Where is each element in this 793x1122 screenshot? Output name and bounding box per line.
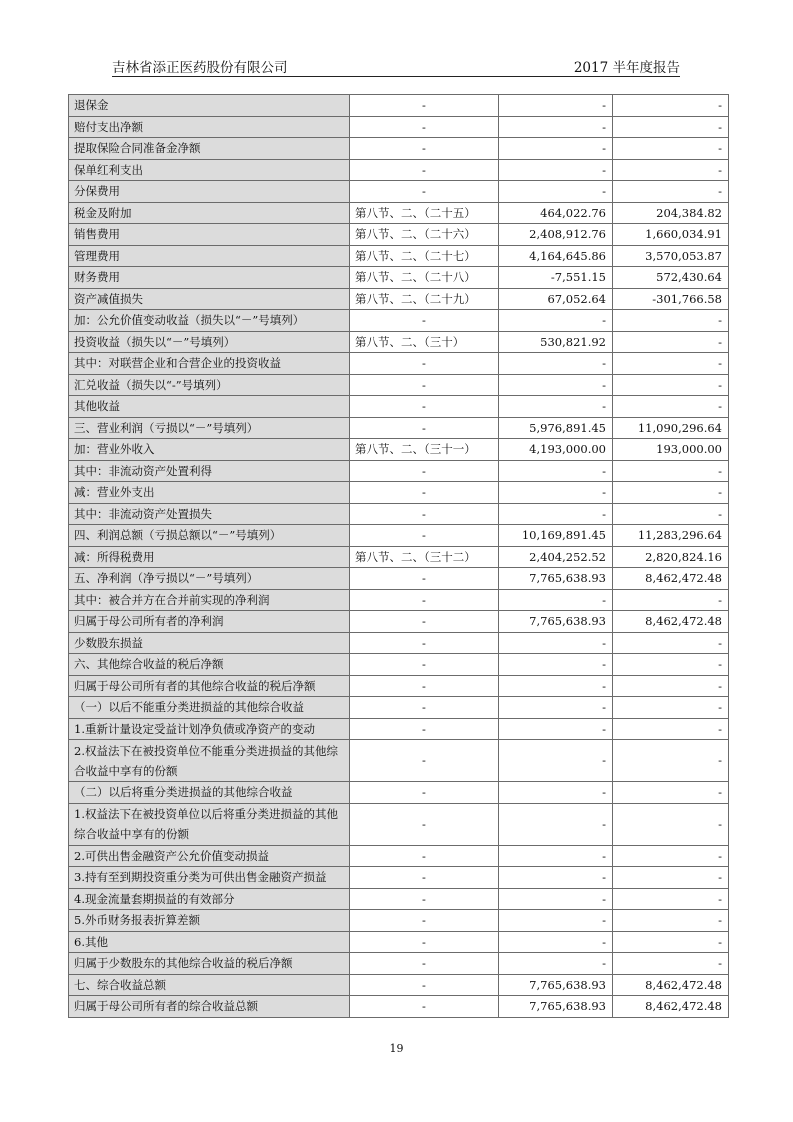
row-current-amount: -: [499, 159, 613, 181]
row-note-ref: -: [350, 888, 499, 910]
table-row: [69, 589, 729, 611]
row-item-label: 销售费用: [69, 224, 350, 246]
row-current-amount: 2,408,912.76: [499, 224, 613, 246]
row-item-label: 其中：对联营企业和合营企业的投资收益: [69, 353, 350, 375]
row-prior-amount: -: [613, 654, 729, 676]
row-prior-amount: -: [613, 116, 729, 138]
row-item-label: 退保金: [69, 95, 350, 117]
row-current-amount: 7,765,638.93: [499, 996, 613, 1018]
row-note-ref: -: [350, 953, 499, 975]
table-row: [69, 632, 729, 654]
row-note-ref: -: [350, 845, 499, 867]
row-item-label: 财务费用: [69, 267, 350, 289]
row-prior-amount: -: [613, 740, 729, 782]
table-row: [69, 546, 729, 568]
row-note-ref: -: [350, 697, 499, 719]
row-item-label: 1.重新计量设定受益计划净负债或净资产的变动: [69, 718, 350, 740]
row-item-label: 其中：被合并方在合并前实现的净利润: [69, 589, 350, 611]
row-prior-amount: 8,462,472.48: [613, 611, 729, 633]
row-item-label: 六、其他综合收益的税后净额: [69, 654, 350, 676]
row-prior-amount: -: [613, 95, 729, 117]
row-item-label: （一）以后不能重分类进损益的其他综合收益: [69, 697, 350, 719]
table-row: [69, 568, 729, 590]
row-prior-amount: 8,462,472.48: [613, 568, 729, 590]
row-current-amount: -: [499, 888, 613, 910]
row-prior-amount: 3,570,053.87: [613, 245, 729, 267]
row-current-amount: -: [499, 654, 613, 676]
row-note-ref: -: [350, 632, 499, 654]
row-note-ref: 第八节、二、（二十七）: [350, 245, 499, 267]
row-note-ref: -: [350, 611, 499, 633]
row-prior-amount: -: [613, 310, 729, 332]
table-row: [69, 353, 729, 375]
table-row: [69, 782, 729, 804]
table-row: [69, 675, 729, 697]
table-row: [69, 974, 729, 996]
row-prior-amount: 1,660,034.91: [613, 224, 729, 246]
row-note-ref: 第八节、二、（二十九）: [350, 288, 499, 310]
row-note-ref: -: [350, 782, 499, 804]
row-current-amount: 10,169,891.45: [499, 525, 613, 547]
row-item-label: 管理费用: [69, 245, 350, 267]
row-item-label: 其中：非流动资产处置利得: [69, 460, 350, 482]
row-note-ref: -: [350, 740, 499, 782]
row-item-label: 少数股东损益: [69, 632, 350, 654]
row-prior-amount: -: [613, 482, 729, 504]
row-note-ref: -: [350, 503, 499, 525]
table-row: [69, 654, 729, 676]
table-row: [69, 910, 729, 932]
row-note-ref: -: [350, 482, 499, 504]
row-note-ref: -: [350, 803, 499, 845]
row-current-amount: -: [499, 116, 613, 138]
row-current-amount: -: [499, 740, 613, 782]
row-note-ref: 第八节、二、（三十）: [350, 331, 499, 353]
row-prior-amount: 8,462,472.48: [613, 974, 729, 996]
row-prior-amount: -: [613, 181, 729, 203]
table-row: [69, 245, 729, 267]
row-prior-amount: -: [613, 931, 729, 953]
table-row: [69, 396, 729, 418]
table-row: [69, 310, 729, 332]
row-item-label: 3.持有至到期投资重分类为可供出售金融资产损益: [69, 867, 350, 889]
table-row: [69, 740, 729, 782]
row-note-ref: 第八节、二、（二十五）: [350, 202, 499, 224]
row-prior-amount: -: [613, 159, 729, 181]
row-current-amount: -: [499, 803, 613, 845]
table-row: [69, 288, 729, 310]
table-row: [69, 159, 729, 181]
row-prior-amount: -: [613, 396, 729, 418]
table-row: [69, 503, 729, 525]
row-note-ref: -: [350, 374, 499, 396]
row-note-ref: -: [350, 568, 499, 590]
row-current-amount: 7,765,638.93: [499, 974, 613, 996]
row-note-ref: 第八节、二、（三十一）: [350, 439, 499, 461]
row-item-label: 其他收益: [69, 396, 350, 418]
row-prior-amount: -: [613, 697, 729, 719]
row-prior-amount: 2,820,824.16: [613, 546, 729, 568]
row-item-label: 减：营业外支出: [69, 482, 350, 504]
row-note-ref: -: [350, 310, 499, 332]
table-row: [69, 888, 729, 910]
row-item-label: 归属于母公司所有者的综合收益总额: [69, 996, 350, 1018]
income-statement-table: [68, 94, 729, 1018]
row-current-amount: -: [499, 310, 613, 332]
row-current-amount: 4,193,000.00: [499, 439, 613, 461]
row-note-ref: -: [350, 159, 499, 181]
row-note-ref: -: [350, 353, 499, 375]
table-row: [69, 931, 729, 953]
table-row: [69, 697, 729, 719]
row-note-ref: -: [350, 996, 499, 1018]
header-divider: [112, 76, 680, 77]
row-current-amount: -: [499, 396, 613, 418]
table-row: [69, 116, 729, 138]
row-current-amount: 5,976,891.45: [499, 417, 613, 439]
row-item-label: 归属于少数股东的其他综合收益的税后净额: [69, 953, 350, 975]
row-note-ref: 第八节、二、（二十八）: [350, 267, 499, 289]
table-row: [69, 95, 729, 117]
row-note-ref: -: [350, 867, 499, 889]
page-number: 19: [389, 1042, 404, 1055]
table-row: [69, 374, 729, 396]
table-row: [69, 611, 729, 633]
table-row: [69, 803, 729, 845]
row-note-ref: -: [350, 589, 499, 611]
table-row: [69, 845, 729, 867]
company-name: 吉林省添正医药股份有限公司: [112, 60, 288, 76]
table-row: [69, 439, 729, 461]
row-item-label: 七、综合收益总额: [69, 974, 350, 996]
table-row: [69, 996, 729, 1018]
row-prior-amount: 572,430.64: [613, 267, 729, 289]
row-item-label: 加：营业外收入: [69, 439, 350, 461]
row-item-label: 三、营业利润（亏损以“－”号填列）: [69, 417, 350, 439]
table-row: [69, 525, 729, 547]
row-item-label: 其中：非流动资产处置损失: [69, 503, 350, 525]
row-current-amount: 7,765,638.93: [499, 568, 613, 590]
row-note-ref: -: [350, 417, 499, 439]
row-item-label: 2.可供出售金融资产公允价值变动损益: [69, 845, 350, 867]
row-prior-amount: -: [613, 845, 729, 867]
row-note-ref: -: [350, 138, 499, 160]
row-prior-amount: -: [613, 953, 729, 975]
row-current-amount: -: [499, 374, 613, 396]
row-item-label: 提取保险合同准备金净额: [69, 138, 350, 160]
row-item-label: 归属于母公司所有者的净利润: [69, 611, 350, 633]
table-row: [69, 331, 729, 353]
table-row: [69, 482, 729, 504]
row-note-ref: -: [350, 116, 499, 138]
row-current-amount: -: [499, 482, 613, 504]
row-current-amount: -: [499, 632, 613, 654]
row-item-label: （二）以后将重分类进损益的其他综合收益: [69, 782, 350, 804]
row-current-amount: -: [499, 460, 613, 482]
row-note-ref: -: [350, 95, 499, 117]
row-prior-amount: -: [613, 910, 729, 932]
row-prior-amount: -: [613, 589, 729, 611]
row-prior-amount: -: [613, 718, 729, 740]
row-prior-amount: 204,384.82: [613, 202, 729, 224]
row-prior-amount: -: [613, 632, 729, 654]
row-prior-amount: -: [613, 460, 729, 482]
row-prior-amount: 193,000.00: [613, 439, 729, 461]
row-current-amount: 67,052.64: [499, 288, 613, 310]
row-prior-amount: -: [613, 503, 729, 525]
row-prior-amount: -: [613, 888, 729, 910]
row-note-ref: 第八节、二、（三十二）: [350, 546, 499, 568]
page-header: [112, 56, 680, 76]
row-item-label: 5.外币财务报表折算差额: [69, 910, 350, 932]
table-row: [69, 138, 729, 160]
row-prior-amount: -: [613, 331, 729, 353]
row-prior-amount: 11,090,296.64: [613, 417, 729, 439]
row-item-label: 1.权益法下在被投资单位以后将重分类进损益的其他综合收益中享有的份额: [69, 803, 350, 845]
table-row: [69, 460, 729, 482]
row-prior-amount: -: [613, 803, 729, 845]
row-current-amount: -: [499, 181, 613, 203]
table-row: [69, 417, 729, 439]
row-current-amount: -: [499, 589, 613, 611]
table-row: [69, 181, 729, 203]
row-current-amount: -: [499, 910, 613, 932]
row-current-amount: -7,551.15: [499, 267, 613, 289]
row-prior-amount: -: [613, 353, 729, 375]
row-prior-amount: -: [613, 867, 729, 889]
table-row: [69, 224, 729, 246]
row-item-label: 归属于母公司所有者的其他综合收益的税后净额: [69, 675, 350, 697]
report-title: 2017 半年度报告: [573, 60, 680, 76]
row-item-label: 赔付支出净额: [69, 116, 350, 138]
row-current-amount: 530,821.92: [499, 331, 613, 353]
row-current-amount: -: [499, 697, 613, 719]
table-row: [69, 202, 729, 224]
row-note-ref: -: [350, 718, 499, 740]
row-item-label: 税金及附加: [69, 202, 350, 224]
row-item-label: 减：所得税费用: [69, 546, 350, 568]
row-item-label: 6.其他: [69, 931, 350, 953]
row-prior-amount: -301,766.58: [613, 288, 729, 310]
table-row: [69, 953, 729, 975]
row-prior-amount: -: [613, 138, 729, 160]
row-note-ref: -: [350, 396, 499, 418]
row-current-amount: -: [499, 95, 613, 117]
row-item-label: 保单红利支出: [69, 159, 350, 181]
row-current-amount: -: [499, 953, 613, 975]
row-prior-amount: -: [613, 675, 729, 697]
row-item-label: 投资收益（损失以“－”号填列）: [69, 331, 350, 353]
row-current-amount: -: [499, 138, 613, 160]
table-row: [69, 867, 729, 889]
row-current-amount: 464,022.76: [499, 202, 613, 224]
row-item-label: 2.权益法下在被投资单位不能重分类进损益的其他综合收益中享有的份额: [69, 740, 350, 782]
row-current-amount: -: [499, 718, 613, 740]
row-current-amount: -: [499, 867, 613, 889]
row-item-label: 分保费用: [69, 181, 350, 203]
row-current-amount: -: [499, 675, 613, 697]
income-statement-body: [69, 95, 729, 1018]
row-note-ref: -: [350, 654, 499, 676]
row-current-amount: -: [499, 845, 613, 867]
row-note-ref: -: [350, 931, 499, 953]
row-item-label: 4.现金流量套期损益的有效部分: [69, 888, 350, 910]
table-row: [69, 267, 729, 289]
row-note-ref: -: [350, 675, 499, 697]
table-row: [69, 718, 729, 740]
row-item-label: 四、利润总额（亏损总额以“－”号填列）: [69, 525, 350, 547]
row-prior-amount: 11,283,296.64: [613, 525, 729, 547]
row-note-ref: -: [350, 181, 499, 203]
row-note-ref: -: [350, 525, 499, 547]
row-prior-amount: -: [613, 374, 729, 396]
row-prior-amount: 8,462,472.48: [613, 996, 729, 1018]
row-prior-amount: -: [613, 782, 729, 804]
row-current-amount: 7,765,638.93: [499, 611, 613, 633]
row-current-amount: 2,404,252.52: [499, 546, 613, 568]
row-note-ref: -: [350, 910, 499, 932]
row-item-label: 加：公允价值变动收益（损失以“－”号填列）: [69, 310, 350, 332]
row-note-ref: -: [350, 974, 499, 996]
row-current-amount: -: [499, 782, 613, 804]
row-item-label: 资产减值损失: [69, 288, 350, 310]
row-current-amount: -: [499, 931, 613, 953]
row-current-amount: -: [499, 353, 613, 375]
row-item-label: 五、净利润（净亏损以“－”号填列）: [69, 568, 350, 590]
row-note-ref: -: [350, 460, 499, 482]
row-current-amount: 4,164,645.86: [499, 245, 613, 267]
row-current-amount: -: [499, 503, 613, 525]
row-note-ref: 第八节、二、（二十六）: [350, 224, 499, 246]
row-item-label: 汇兑收益（损失以“-”号填列）: [69, 374, 350, 396]
